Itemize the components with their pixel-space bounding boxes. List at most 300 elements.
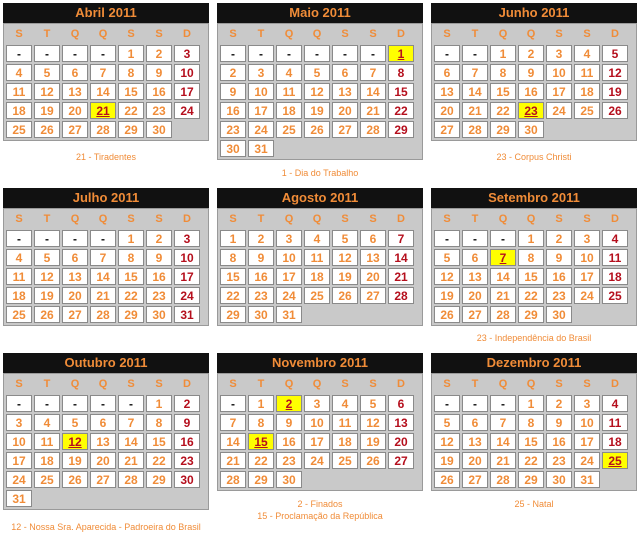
day-cell: 4 <box>602 230 628 247</box>
day-cell: 6 <box>62 249 88 266</box>
month-title: Novembro 2011 <box>217 353 423 373</box>
day-cell: 9 <box>220 83 246 100</box>
day-grid <box>3 373 209 510</box>
weekday-header: S <box>332 211 358 228</box>
weekday-header: Q <box>490 26 516 43</box>
day-cell: 19 <box>34 102 60 119</box>
day-cell: 8 <box>518 249 544 266</box>
filler-cell: - <box>490 230 516 247</box>
day-cell: 13 <box>462 433 488 450</box>
day-cell: 13 <box>90 433 116 450</box>
holiday-day-cell: 7 <box>490 249 516 266</box>
filler-cell: - <box>434 230 460 247</box>
day-cell: 18 <box>602 433 628 450</box>
day-cell: 8 <box>220 249 246 266</box>
day-cell: 15 <box>146 433 172 450</box>
day-cell: 24 <box>174 287 200 304</box>
day-cell: 29 <box>118 306 144 323</box>
day-cell: 26 <box>62 471 88 488</box>
day-cell: 2 <box>220 64 246 81</box>
weekday-header: Q <box>518 376 544 393</box>
day-cell: 3 <box>174 230 200 247</box>
filler-cell: - <box>34 230 60 247</box>
calendar-august <box>217 188 423 326</box>
month-title: Agosto 2011 <box>217 188 423 208</box>
weekday-header: Q <box>90 376 116 393</box>
day-cell: 23 <box>248 287 274 304</box>
day-cell: 31 <box>6 490 32 507</box>
filler-cell: - <box>34 395 60 412</box>
day-cell: 17 <box>174 268 200 285</box>
day-cell: 8 <box>388 64 414 81</box>
day-cell: 2 <box>518 45 544 62</box>
day-cell: 22 <box>490 102 516 119</box>
day-cell: 4 <box>574 45 600 62</box>
day-cell: 26 <box>304 121 330 138</box>
day-cell: 1 <box>518 230 544 247</box>
day-cell: 5 <box>34 249 60 266</box>
day-cell: 23 <box>546 287 572 304</box>
day-cell: 5 <box>434 249 460 266</box>
day-cell: 28 <box>90 121 116 138</box>
day-cell: 30 <box>174 471 200 488</box>
day-cell: 25 <box>574 102 600 119</box>
day-cell: 11 <box>6 83 32 100</box>
day-cell: 7 <box>360 64 386 81</box>
filler-cell: - <box>62 395 88 412</box>
day-cell: 26 <box>434 471 460 488</box>
day-cell: 13 <box>462 268 488 285</box>
day-cell: 31 <box>174 306 200 323</box>
day-cell: 12 <box>434 433 460 450</box>
day-cell: 7 <box>490 414 516 431</box>
filler-cell: - <box>304 45 330 62</box>
day-cell: 11 <box>304 249 330 266</box>
day-cell: 1 <box>118 230 144 247</box>
day-cell: 2 <box>546 230 572 247</box>
day-cell: 29 <box>518 306 544 323</box>
weekday-header: S <box>220 26 246 43</box>
weekday-header: T <box>34 26 60 43</box>
day-cell: 9 <box>146 249 172 266</box>
day-cell: 27 <box>332 121 358 138</box>
day-cell: 14 <box>90 83 116 100</box>
day-cell: 15 <box>518 268 544 285</box>
day-cell: 27 <box>90 471 116 488</box>
weekday-header: D <box>388 26 414 43</box>
day-cell: 15 <box>518 433 544 450</box>
weekday-header: D <box>602 211 628 228</box>
day-cell: 16 <box>146 268 172 285</box>
weekday-header: S <box>146 26 172 43</box>
day-cell: 27 <box>434 121 460 138</box>
day-cell: 14 <box>220 433 246 450</box>
day-cell: 28 <box>90 306 116 323</box>
weekday-header: D <box>388 376 414 393</box>
day-cell: 11 <box>332 414 358 431</box>
day-cell: 21 <box>220 452 246 469</box>
month-title: Abril 2011 <box>3 3 209 23</box>
day-cell: 24 <box>248 121 274 138</box>
day-cell: 10 <box>546 64 572 81</box>
day-cell: 11 <box>602 249 628 266</box>
weekday-header: Q <box>276 376 302 393</box>
day-cell: 28 <box>388 287 414 304</box>
day-cell: 15 <box>118 83 144 100</box>
day-cell: 17 <box>304 433 330 450</box>
day-cell: 6 <box>388 395 414 412</box>
day-cell: 30 <box>546 471 572 488</box>
holiday-day-cell: 21 <box>90 102 116 119</box>
filler-cell: - <box>220 395 246 412</box>
day-cell: 24 <box>174 102 200 119</box>
day-cell: 11 <box>574 64 600 81</box>
day-cell: 3 <box>304 395 330 412</box>
weekday-header: Q <box>304 26 330 43</box>
day-grid <box>3 23 209 141</box>
day-cell: 3 <box>574 395 600 412</box>
day-cell: 4 <box>332 395 358 412</box>
weekday-header: T <box>462 376 488 393</box>
day-cell: 2 <box>174 395 200 412</box>
day-cell: 14 <box>490 433 516 450</box>
filler-cell: - <box>462 45 488 62</box>
day-cell: 23 <box>174 452 200 469</box>
filler-cell: - <box>62 45 88 62</box>
holiday-day-cell: 12 <box>62 433 88 450</box>
day-cell: 20 <box>90 452 116 469</box>
weekday-header: T <box>248 211 274 228</box>
day-cell: 21 <box>462 102 488 119</box>
day-cell: 1 <box>248 395 274 412</box>
day-cell: 12 <box>434 268 460 285</box>
filler-cell: - <box>34 45 60 62</box>
day-cell: 22 <box>118 287 144 304</box>
day-cell: 2 <box>146 230 172 247</box>
day-cell: 4 <box>34 414 60 431</box>
filler-cell: - <box>6 230 32 247</box>
holiday-day-cell: 15 <box>248 433 274 450</box>
day-cell: 4 <box>276 64 302 81</box>
day-cell: 25 <box>6 121 32 138</box>
day-cell: 10 <box>574 414 600 431</box>
filler-cell: - <box>6 45 32 62</box>
day-cell: 22 <box>388 102 414 119</box>
weekday-header: Q <box>276 211 302 228</box>
filler-cell: - <box>332 45 358 62</box>
day-cell: 5 <box>34 64 60 81</box>
day-cell: 2 <box>248 230 274 247</box>
filler-cell: - <box>220 45 246 62</box>
day-cell: 9 <box>248 249 274 266</box>
day-cell: 12 <box>332 249 358 266</box>
calendar-september <box>431 188 637 326</box>
month-title: Junho 2011 <box>431 3 637 23</box>
weekday-header: S <box>574 26 600 43</box>
day-cell: 19 <box>602 83 628 100</box>
day-cell: 30 <box>518 121 544 138</box>
day-cell: 10 <box>174 249 200 266</box>
day-cell: 10 <box>276 249 302 266</box>
day-cell: 6 <box>462 414 488 431</box>
day-cell: 27 <box>62 306 88 323</box>
weekday-header: S <box>546 26 572 43</box>
day-cell: 25 <box>34 471 60 488</box>
day-cell: 17 <box>276 268 302 285</box>
day-cell: 17 <box>546 83 572 100</box>
day-cell: 30 <box>546 306 572 323</box>
filler-cell: - <box>248 45 274 62</box>
weekday-header: S <box>146 211 172 228</box>
day-cell: 18 <box>574 83 600 100</box>
holiday-day-cell: 2 <box>276 395 302 412</box>
day-cell: 30 <box>276 471 302 488</box>
day-cell: 2 <box>146 45 172 62</box>
day-grid <box>431 23 637 141</box>
day-cell: 22 <box>146 452 172 469</box>
month-title: Julho 2011 <box>3 188 209 208</box>
filler-cell: - <box>434 45 460 62</box>
day-cell: 11 <box>34 433 60 450</box>
day-cell: 24 <box>276 287 302 304</box>
weekday-header: T <box>248 26 274 43</box>
day-cell: 23 <box>146 102 172 119</box>
day-cell: 16 <box>220 102 246 119</box>
day-cell: 21 <box>90 287 116 304</box>
weekday-header: T <box>462 26 488 43</box>
day-cell: 25 <box>276 121 302 138</box>
day-cell: 27 <box>360 287 386 304</box>
filler-cell: - <box>90 45 116 62</box>
day-cell: 16 <box>248 268 274 285</box>
day-cell: 31 <box>248 140 274 157</box>
holiday-note: 23 - Corpus Christi <box>496 152 572 162</box>
day-cell: 14 <box>118 433 144 450</box>
weekday-header: T <box>462 211 488 228</box>
filler-cell: - <box>462 230 488 247</box>
weekday-header: D <box>174 26 200 43</box>
day-cell: 5 <box>332 230 358 247</box>
day-cell: 18 <box>6 102 32 119</box>
day-cell: 4 <box>6 249 32 266</box>
day-cell: 3 <box>574 230 600 247</box>
day-cell: 23 <box>220 121 246 138</box>
day-cell: 19 <box>304 102 330 119</box>
day-cell: 11 <box>602 414 628 431</box>
day-cell: 1 <box>490 45 516 62</box>
filler-cell: - <box>434 395 460 412</box>
day-cell: 14 <box>360 83 386 100</box>
day-cell: 29 <box>248 471 274 488</box>
day-cell: 23 <box>546 452 572 469</box>
calendar-december <box>431 353 637 491</box>
day-cell: 16 <box>546 433 572 450</box>
calendar-july <box>3 188 209 326</box>
day-cell: 17 <box>174 83 200 100</box>
weekday-header: S <box>118 376 144 393</box>
day-cell: 9 <box>546 414 572 431</box>
day-cell: 12 <box>602 64 628 81</box>
day-cell: 6 <box>360 230 386 247</box>
day-cell: 15 <box>490 83 516 100</box>
day-cell: 7 <box>462 64 488 81</box>
day-cell: 20 <box>462 452 488 469</box>
day-cell: 26 <box>34 121 60 138</box>
day-cell: 7 <box>388 230 414 247</box>
day-cell: 18 <box>602 268 628 285</box>
day-cell: 15 <box>118 268 144 285</box>
day-cell: 13 <box>388 414 414 431</box>
weekday-header: T <box>34 211 60 228</box>
weekday-header: S <box>6 376 32 393</box>
day-cell: 24 <box>574 452 600 469</box>
day-cell: 16 <box>174 433 200 450</box>
day-cell: 8 <box>146 414 172 431</box>
day-cell: 10 <box>6 433 32 450</box>
weekday-header: S <box>546 211 572 228</box>
weekday-header: D <box>174 211 200 228</box>
day-cell: 4 <box>602 395 628 412</box>
weekday-header: D <box>174 376 200 393</box>
day-cell: 21 <box>360 102 386 119</box>
filler-cell: - <box>276 45 302 62</box>
day-cell: 22 <box>248 452 274 469</box>
day-cell: 7 <box>90 249 116 266</box>
day-cell: 29 <box>118 121 144 138</box>
day-cell: 6 <box>462 249 488 266</box>
day-cell: 29 <box>490 121 516 138</box>
filler-cell: - <box>360 45 386 62</box>
day-cell: 22 <box>518 452 544 469</box>
day-cell: 5 <box>602 45 628 62</box>
day-cell: 14 <box>388 249 414 266</box>
day-cell: 29 <box>220 306 246 323</box>
day-cell: 26 <box>434 306 460 323</box>
day-cell: 3 <box>6 414 32 431</box>
day-cell: 2 <box>546 395 572 412</box>
day-cell: 14 <box>462 83 488 100</box>
holiday-note: 1 - Dia do Trabalho <box>281 168 359 178</box>
day-cell: 8 <box>118 249 144 266</box>
weekday-header: S <box>6 211 32 228</box>
day-cell: 5 <box>360 395 386 412</box>
day-cell: 29 <box>388 121 414 138</box>
day-cell: 18 <box>34 452 60 469</box>
weekday-header: S <box>360 26 386 43</box>
day-cell: 7 <box>118 414 144 431</box>
day-cell: 19 <box>434 287 460 304</box>
day-cell: 11 <box>6 268 32 285</box>
day-cell: 19 <box>34 287 60 304</box>
day-cell: 24 <box>546 102 572 119</box>
day-cell: 10 <box>248 83 274 100</box>
day-cell: 21 <box>388 268 414 285</box>
day-cell: 7 <box>220 414 246 431</box>
holiday-note: 2 - Finados <box>297 499 343 509</box>
weekday-header: T <box>248 376 274 393</box>
weekday-header: T <box>34 376 60 393</box>
weekday-header: S <box>332 376 358 393</box>
day-cell: 20 <box>462 287 488 304</box>
day-cell: 25 <box>602 287 628 304</box>
weekday-header: S <box>434 26 460 43</box>
day-cell: 16 <box>276 433 302 450</box>
day-cell: 23 <box>146 287 172 304</box>
weekday-header: Q <box>62 376 88 393</box>
day-cell: 7 <box>90 64 116 81</box>
day-cell: 13 <box>360 249 386 266</box>
weekday-header: S <box>434 211 460 228</box>
day-cell: 18 <box>276 102 302 119</box>
weekday-header: D <box>602 26 628 43</box>
calendar-october <box>3 353 209 510</box>
day-cell: 11 <box>276 83 302 100</box>
weekday-header: D <box>602 376 628 393</box>
weekday-header: S <box>574 211 600 228</box>
holiday-day-cell: 25 <box>602 452 628 469</box>
day-cell: 20 <box>388 433 414 450</box>
day-cell: 1 <box>146 395 172 412</box>
day-grid <box>431 373 637 491</box>
day-cell: 8 <box>118 64 144 81</box>
weekday-header: Q <box>304 211 330 228</box>
day-cell: 26 <box>34 306 60 323</box>
day-cell: 5 <box>434 414 460 431</box>
day-cell: 16 <box>518 83 544 100</box>
filler-cell: - <box>118 395 144 412</box>
day-cell: 26 <box>360 452 386 469</box>
weekday-header: Q <box>490 211 516 228</box>
day-cell: 8 <box>518 414 544 431</box>
weekday-header: Q <box>304 376 330 393</box>
holiday-note: 23 - Independência do Brasil <box>476 333 592 343</box>
filler-cell: - <box>90 230 116 247</box>
day-grid <box>217 208 423 326</box>
day-cell: 6 <box>62 64 88 81</box>
day-cell: 9 <box>174 414 200 431</box>
day-cell: 17 <box>574 268 600 285</box>
weekday-header: Q <box>62 211 88 228</box>
day-cell: 19 <box>62 452 88 469</box>
day-cell: 23 <box>276 452 302 469</box>
day-cell: 25 <box>332 452 358 469</box>
month-title: Outubro 2011 <box>3 353 209 373</box>
weekday-header: Q <box>62 26 88 43</box>
filler-cell: - <box>6 395 32 412</box>
day-cell: 13 <box>62 83 88 100</box>
day-cell: 31 <box>276 306 302 323</box>
day-cell: 9 <box>276 414 302 431</box>
day-cell: 20 <box>62 287 88 304</box>
day-grid <box>431 208 637 326</box>
calendar-november <box>217 353 423 491</box>
day-cell: 3 <box>174 45 200 62</box>
day-cell: 18 <box>304 268 330 285</box>
day-cell: 22 <box>518 287 544 304</box>
day-cell: 5 <box>62 414 88 431</box>
day-cell: 28 <box>490 471 516 488</box>
day-cell: 12 <box>34 83 60 100</box>
day-cell: 3 <box>276 230 302 247</box>
day-cell: 15 <box>220 268 246 285</box>
month-title: Setembro 2011 <box>431 188 637 208</box>
day-cell: 17 <box>6 452 32 469</box>
day-cell: 14 <box>90 268 116 285</box>
day-cell: 29 <box>518 471 544 488</box>
day-cell: 12 <box>34 268 60 285</box>
day-cell: 15 <box>388 83 414 100</box>
day-cell: 16 <box>146 83 172 100</box>
